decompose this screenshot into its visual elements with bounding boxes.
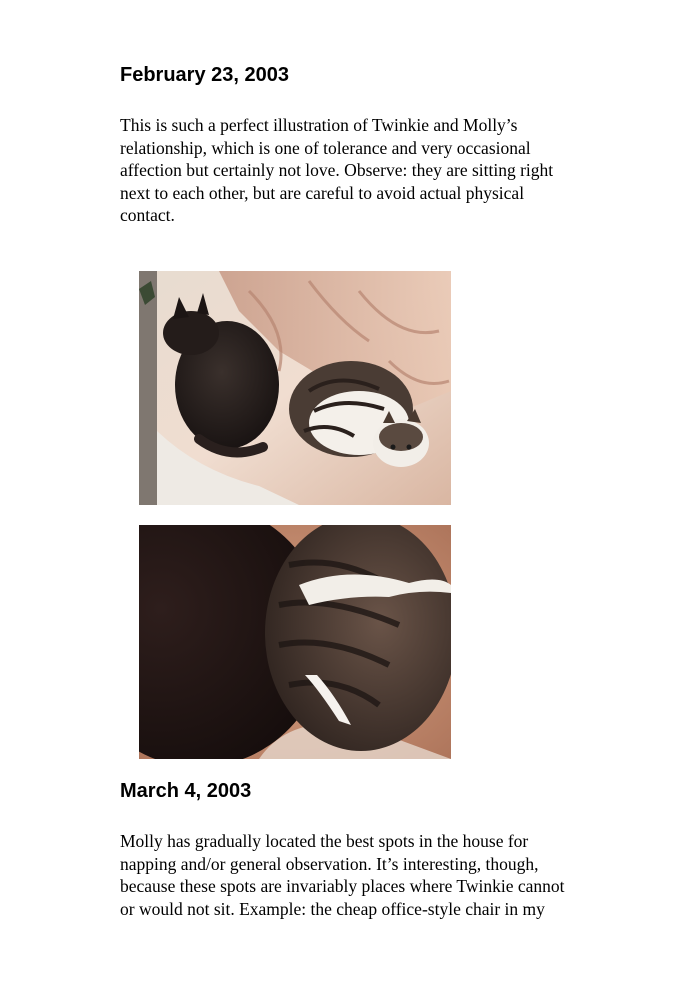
paragraph-line: next to each other, but are careful to avoid actual physical — [120, 182, 525, 203]
paragraph-line: relationship, which is one of tolerance and very occasional — [120, 137, 531, 158]
entry-date-heading: February 23, 2003 — [120, 64, 289, 86]
entry-paragraph — [120, 114, 650, 227]
paragraph-line: affection but certainly not love. Observe: they are sitting right — [120, 160, 554, 180]
cats-photo-closeup — [139, 525, 451, 759]
paragraph-line: because these spots are invariably places where Twinkie cannot — [120, 876, 565, 896]
paragraph-line: or would not sit. Example: the cheap office-style chair in my — [120, 898, 545, 919]
paragraph-line: Molly has gradually located the best spots in the house for — [120, 831, 529, 851]
paragraph-line: contact. — [120, 205, 175, 225]
paragraph-line: napping and/or general observation. It’s interesting, though, — [120, 853, 539, 874]
entry-date-heading: March 4, 2003 — [120, 780, 252, 802]
entry-paragraph — [120, 830, 650, 920]
cats-photo-wide — [139, 271, 451, 505]
paragraph-line: This is such a perfect illustration of Twinkie and Molly’s — [120, 115, 518, 135]
